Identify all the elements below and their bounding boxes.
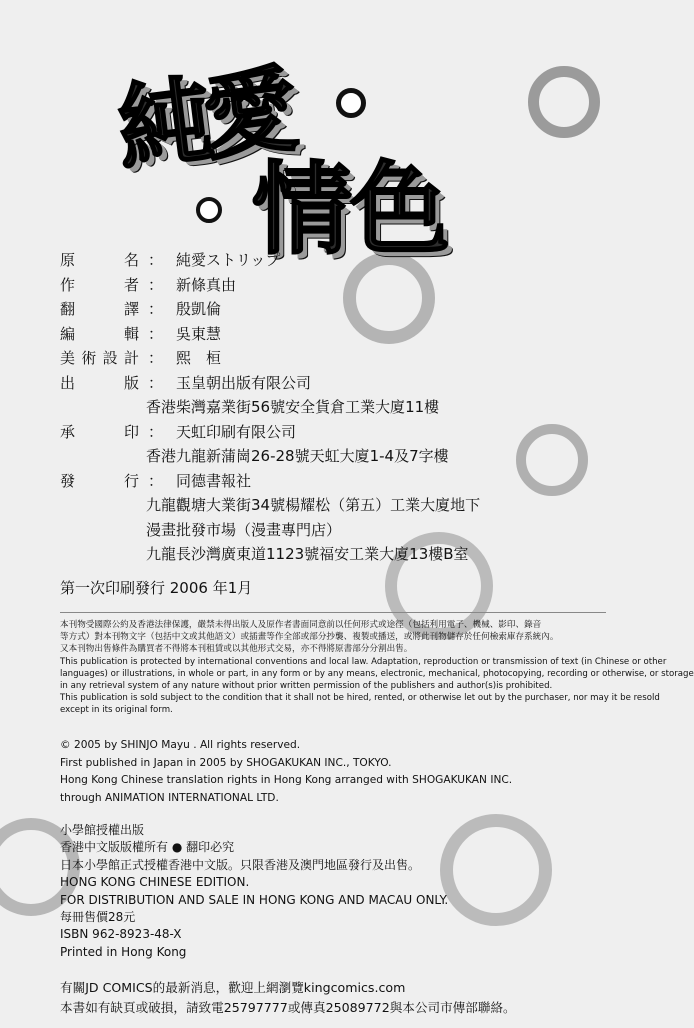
legal-line: This publication is sold subject to the condition that it shall not be hired, rented, or otherwise let out by the purchaser, nor may it be resold: [60, 693, 660, 704]
credit-value: 香港九龍新蒲崗26-28號天虹大廈1-4及7字樓: [146, 447, 449, 465]
credit-colon: ：: [148, 349, 164, 367]
license-line: 小學館授權出版: [60, 823, 145, 837]
legal-line: except in its original form.: [60, 705, 173, 716]
credit-label: 翻 譯: [60, 300, 140, 318]
credit-row: [60, 371, 600, 396]
footer-line: 有關JD COMICS的最新消息，歡迎上網瀏覽kingcomics.com: [60, 980, 406, 995]
logo-line-1: 純愛: [111, 55, 296, 186]
logo-ring-dot: [336, 88, 366, 118]
legal-line: 等方式）對本刊物文字（包括中文或其他語文）或插畫等作全部或部分抄襲、複製或播送，或將此刊物儲存於任何檢索庫存系統內。: [60, 632, 559, 643]
credit-label: 美 術 設 計: [60, 349, 140, 367]
credit-value: 香港柴灣嘉業街56號安全貨倉工業大廈11樓: [146, 398, 440, 416]
license-line: ISBN 962-8923-48-X: [60, 927, 182, 942]
credit-label: 發 行: [60, 471, 140, 490]
credit-value: 同德書報社: [176, 471, 252, 490]
copyright-line: Hong Kong Chinese translation rights in Hong Kong arranged with SHOGAKUKAN INC.: [60, 774, 513, 787]
decorative-circle-bottom-right: [440, 814, 552, 926]
legal-notice: [60, 619, 694, 717]
credit-value: 漫畫批發市場（漫畫專門店）: [146, 520, 342, 539]
credit-row: [60, 469, 600, 494]
credit-value: 吳東慧: [176, 324, 222, 343]
legal-line: 本刊物受國際公約及香港法律保護，嚴禁未得出版人及原作者書面同意前以任何形式或途徑（包括利用電子、機械、影印、錄音: [60, 620, 542, 630]
logo-ring-small: [196, 197, 222, 223]
credit-value: 純愛ストリップ: [176, 251, 281, 269]
copyright-line: First published in Japan in 2005 by SHOGAKUKAN INC., TOKYO.: [60, 756, 392, 769]
credit-row: [60, 322, 600, 347]
credit-colon: ：: [148, 251, 164, 269]
divider: [60, 612, 606, 613]
credit-colon: ：: [148, 324, 164, 343]
credit-value: 玉皇朝出版有限公司: [176, 373, 312, 392]
credit-value: 殷凱倫: [176, 300, 222, 318]
license-line: FOR DISTRIBUTION AND SALE IN HONG KONG AND MACAU ONLY.: [60, 892, 449, 907]
legal-line: 又本刊物出售條件為購買者不得將本刊租賃或以其他形式交易，亦不得將原書部分分割出售。: [60, 644, 413, 655]
legal-line: in any retrieval system of any nature without prior written permission of the publishers and author(s)is prohibited.: [60, 681, 553, 692]
credit-colon: ：: [148, 300, 164, 318]
credit-row: [60, 297, 600, 322]
credit-colon: ：: [148, 422, 164, 441]
credit-value: 九龍觀塘大業街34號楊耀松（第五）工業大廈地下: [146, 496, 481, 514]
credit-colon: ：: [148, 471, 164, 490]
credit-value: 天虹印刷有限公司: [176, 422, 297, 441]
credit-value: 新條真由: [176, 275, 237, 294]
credit-row: [60, 395, 600, 420]
license-line: HONG KONG CHINESE EDITION.: [60, 875, 250, 890]
license-block: [60, 822, 448, 961]
legal-line: This publication is protected by international conventions and local law. Adaptation, reproduction or transmission of text (in Chinese or other: [60, 656, 667, 667]
credit-colon: ：: [148, 373, 164, 392]
credit-row: [60, 420, 600, 445]
credit-label: 承 印: [60, 422, 140, 441]
credit-row: [60, 248, 600, 273]
footer-line: 本書如有缺頁或破損，請致電25797777或傳真25089772與本公司市傳部聯絡。: [60, 1000, 516, 1015]
credit-label: 編 輯: [60, 324, 140, 343]
first-print-date: 第一次印刷發行 2006 年1月: [60, 579, 253, 597]
license-line: 每冊售價28元: [60, 910, 136, 925]
footer-notice: [60, 978, 516, 1018]
credit-row: [60, 493, 600, 518]
credit-row: [60, 346, 600, 371]
copyright-line: through ANIMATION INTERNATIONAL LTD.: [60, 791, 279, 804]
copyright-block: [60, 737, 512, 807]
credit-label: 原 名: [60, 251, 140, 269]
credit-row: [60, 444, 600, 469]
credit-colon: ：: [148, 275, 164, 294]
credit-row: [60, 542, 600, 567]
credit-value: 熙 桓: [176, 349, 222, 367]
credit-row: [60, 518, 600, 543]
credit-label: 出 版: [60, 373, 140, 392]
license-line: 日本小學館正式授權香港中文版。只限香港及澳門地區發行及出售。: [60, 857, 421, 872]
credit-row: [60, 273, 600, 298]
license-line: 香港中文版版權所有 ● 翻印必究: [60, 840, 235, 855]
credit-label: 作 者: [60, 275, 140, 294]
logo-line-2: 情色: [252, 151, 448, 268]
license-line: Printed in Hong Kong: [60, 944, 187, 959]
title-logo: [0, 0, 625, 270]
credit-value: 九龍長沙灣廣東道1123號福安工業大廈13樓B室: [146, 545, 469, 563]
copyright-line: © 2005 by SHINJO Mayu . All rights reserved.: [60, 739, 301, 751]
credits-list: [60, 248, 600, 567]
legal-line: languages) or illustrations, in whole or part, in any form or by any means, electronic, mechanical, photocopying, recording or otherwise, or storage: [60, 668, 694, 679]
